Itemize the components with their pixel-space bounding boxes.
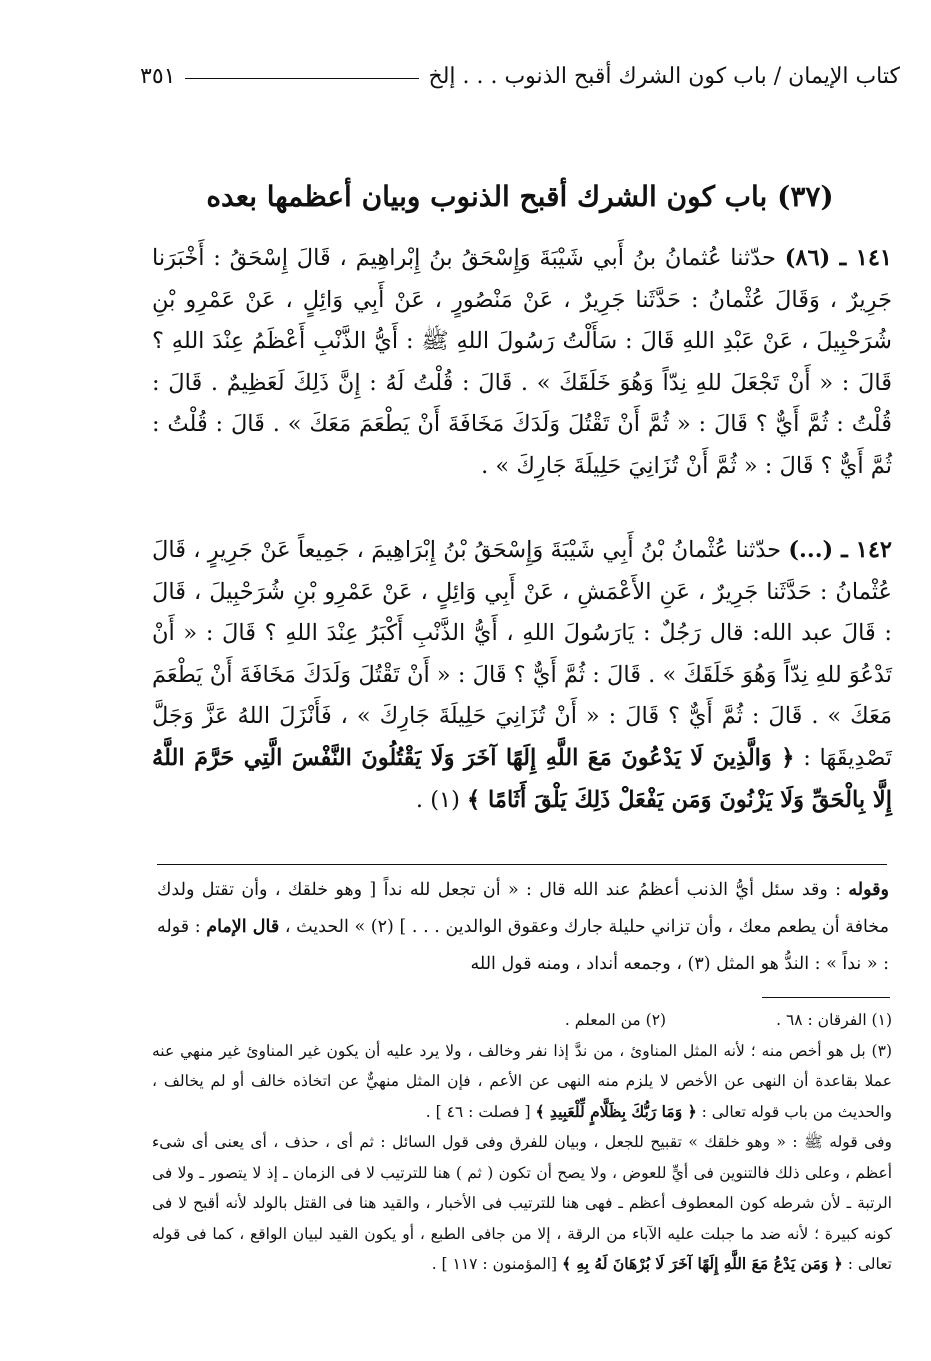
commentary-divider — [157, 864, 887, 865]
footnotes — [152, 1005, 892, 1280]
footnote-4-text: وفى قوله ﷺ : « وهو خلقك » تقبيح للجعل ، وبيان للفرق وفى قول السائل : ثم أى ، حذف ، أى يعنى أى شىء أعظم ، وعلى ذلك فالتنوين فى أيٍّ للعوض ، ولا يصح أن تكون ( ثم ) هنا للترتيب لا فى الزمان ـ إذ لا يتصور ـ ولا فى الرتبة ـ لأن شرطه كون المعطوف أعظم ـ فهى هنا للترتيب فى الأخبار ، والقيد هنا فى القتل بالولد لأنه أقبح لا فى كونه كبيرة ؛ لأنه ضد ما جبلت عليه الآباء من الرقة ، إلا من جافى الطبع ، أو يكون القيد لبيان الواقع ، كما فى قوله تعالى : — [152, 1133, 892, 1273]
footnote-3-text: (٣) بل هو أخص منه ؛ لأنه المثل المناوئ ، من ندَّ إذا نفر وخالف ، ولا يرد عليه أن يكون غير المناوئ غير منهي عنه عملا بقاعدة أن النهى عن الأخص لا يلزم منه النهى عن الأعم ، فإن المثل منهيٌّ عن اتخاذه خالف أو لم يخالف ، والحديث من باب قوله تعالى : — [152, 1041, 892, 1121]
commentary-text-1: : وقد سئل أيُّ الذنب أعظمُ عند الله قال : « أن تجعل لله نداً [ وهو خلقك ، وأن تقتل ولدك مخافة أن يطعم معك ، وأن تزاني حليلة جارك وعقوق الوالدين . . . ] (٢) » الحديث ، — [157, 880, 889, 937]
commentary-label-qawluhu: وقوله — [848, 880, 889, 900]
footnote-4-citation: [المؤمنون : ١١٧ ] . — [431, 1255, 557, 1273]
footnote-3 — [152, 1036, 892, 1128]
quran-verse-furqan: ﴿ وَالَّذِينَ لَا يَدْعُونَ مَعَ اللَّهِ إِلَهًا آخَرَ وَلَا يَقْتُلُونَ النَّفْسَ الَّتِي حَرَّمَ اللَّهُ إِلَّا بِالْحَقِّ وَلَا يَزْنُونَ وَمَن يَفْعَلْ ذَلِكَ يَلْقَ أَثَامًا ﴾ — [152, 744, 892, 813]
hadith-142-number: ١٤٢ ـ (...) — [788, 537, 892, 563]
page-number: ٣٥١ — [140, 63, 176, 89]
hadith-141-number: ١٤١ ـ (٨٦) — [784, 245, 892, 271]
footnote-ref-1: (١) . — [415, 786, 460, 813]
footnote-divider — [762, 997, 890, 998]
commentary-block — [157, 872, 889, 983]
commentary-text-2: : قوله : « نداً » : الندُّ هو المثل (٣) ، وجمعه أنداد ، ومنه قول الله — [157, 917, 889, 974]
hadith-141-text: حدّثنا عُثمانُ بنُ أَبي شَيْبَةَ وَإِسْحَقُ بنُ إِبْراهِيمَ ، قَالَ إِسْحَقُ : أَخْبَرَنا جَرِيرٌ ، وَقَالَ عُثْمانُ : حَدَّثَنا جَرِيرٌ ، عَنْ مَنْصُورٍ ، عَنْ أَبِي وَائِلٍ ، عَنْ عَمْرِو بْنِ شُرَحْبِيلَ ، عَنْ عَبْدِ اللهِ قَالَ : سَأَلْتُ رَسُولَ اللهِ ﷺ : أَيُّ الذَّنْبِ أَعْظَمُ عِنْدَ اللهِ ؟ قَالَ : « أَنْ تَجْعَلَ للهِ نِدّاً وَهُوَ خَلَقَكَ » . قَالَ : قُلْتُ لَهُ : إِنَّ ذَلِكَ لَعَظِيمٌ . قَالَ : قُلْتُ : ثُمَّ أَيٌّ ؟ قَالَ : « ثُمَّ أَنْ تَقْتُلَ وَلَدَكَ مَخَافَةَ أَنْ يَطْعَمَ مَعَكَ » . قَالَ : قُلْتُ : ثُمَّ أَيٌّ ؟ قَالَ : « ثُمَّ أَنْ تُزَانِيَ حَلِيلَةَ جَارِكَ » . — [152, 245, 892, 479]
footnote-row-1-2 — [152, 1005, 892, 1036]
hadith-142-text: حدّثنا عُثْمانُ بْنُ أَبِي شَيْبَةَ وَإِسْحَقُ بْنُ إِبْرَاهِيمَ ، جَمِيعاً عَنْ جَرِيرٍ ، قَالَ عُثْمانُ : حَدَّثَنا جَرِيرٌ ، عَنِ الأَعْمَشِ ، عَنْ أَبِي وَائِلٍ ، عَنْ عَمْرِو بْنِ شُرَحْبِيلَ ، قَالَ : قَالَ عبد الله: قال رَجُلٌ : يَارَسُولَ اللهِ ، أَيُّ الذَّنْبِ أَكْبَرُ عِنْدَ اللهِ ؟ قَالَ : « أَنْ تَدْعُوَ للهِ نِدّاً وَهُوَ خَلَقَكَ » . قَالَ : ثُمَّ أَيٌّ ؟ قَالَ : « أَنْ تَقْتُلَ وَلَدَكَ مَخَافَةَ أَنْ يَطْعَمَ مَعَكَ » . قَالَ : ثُمَّ أَيٌّ ؟ قَالَ : « أَنْ تُزَانِيَ حَلِيلَةَ جَارِكَ » ، فَأَنْزَلَ اللهُ عَزَّ وَجَلَّ تَصْدِيقَهَا : — [152, 537, 893, 771]
quran-verse-fussilat: ﴿ وَمَا رَبُّكَ بِظَلَّامٍ لِّلْعَبِيدِ ﴾ — [535, 1101, 697, 1121]
chapter-title: (٣٧) باب كون الشرك أقبح الذنوب وبيان أعظمها بعده — [206, 180, 834, 213]
footnote-2: (٢) من المعلم . — [564, 1011, 667, 1029]
hadith-141 — [152, 238, 892, 488]
footnote-3-citation: [ فصلت : ٤٦ ] . — [425, 1102, 531, 1121]
hadith-142 — [152, 530, 892, 821]
header-rule — [185, 78, 418, 79]
commentary-label-imam: قال الإمام — [206, 917, 280, 937]
running-title: كتاب الإيمان / باب كون الشرك أقبح الذنوب . . . إلخ — [428, 63, 900, 89]
running-header — [140, 58, 900, 94]
quran-verse-muminun: ﴿ وَمَن يَدْعُ مَعَ اللَّهِ إِلَهًا آخَرَ لَا بُرْهَانَ لَهُ بِهِ ﴾ — [561, 1254, 843, 1273]
footnote-1: (١) الفرقان : ٦٨ . — [776, 1011, 892, 1029]
footnote-4 — [152, 1127, 892, 1280]
